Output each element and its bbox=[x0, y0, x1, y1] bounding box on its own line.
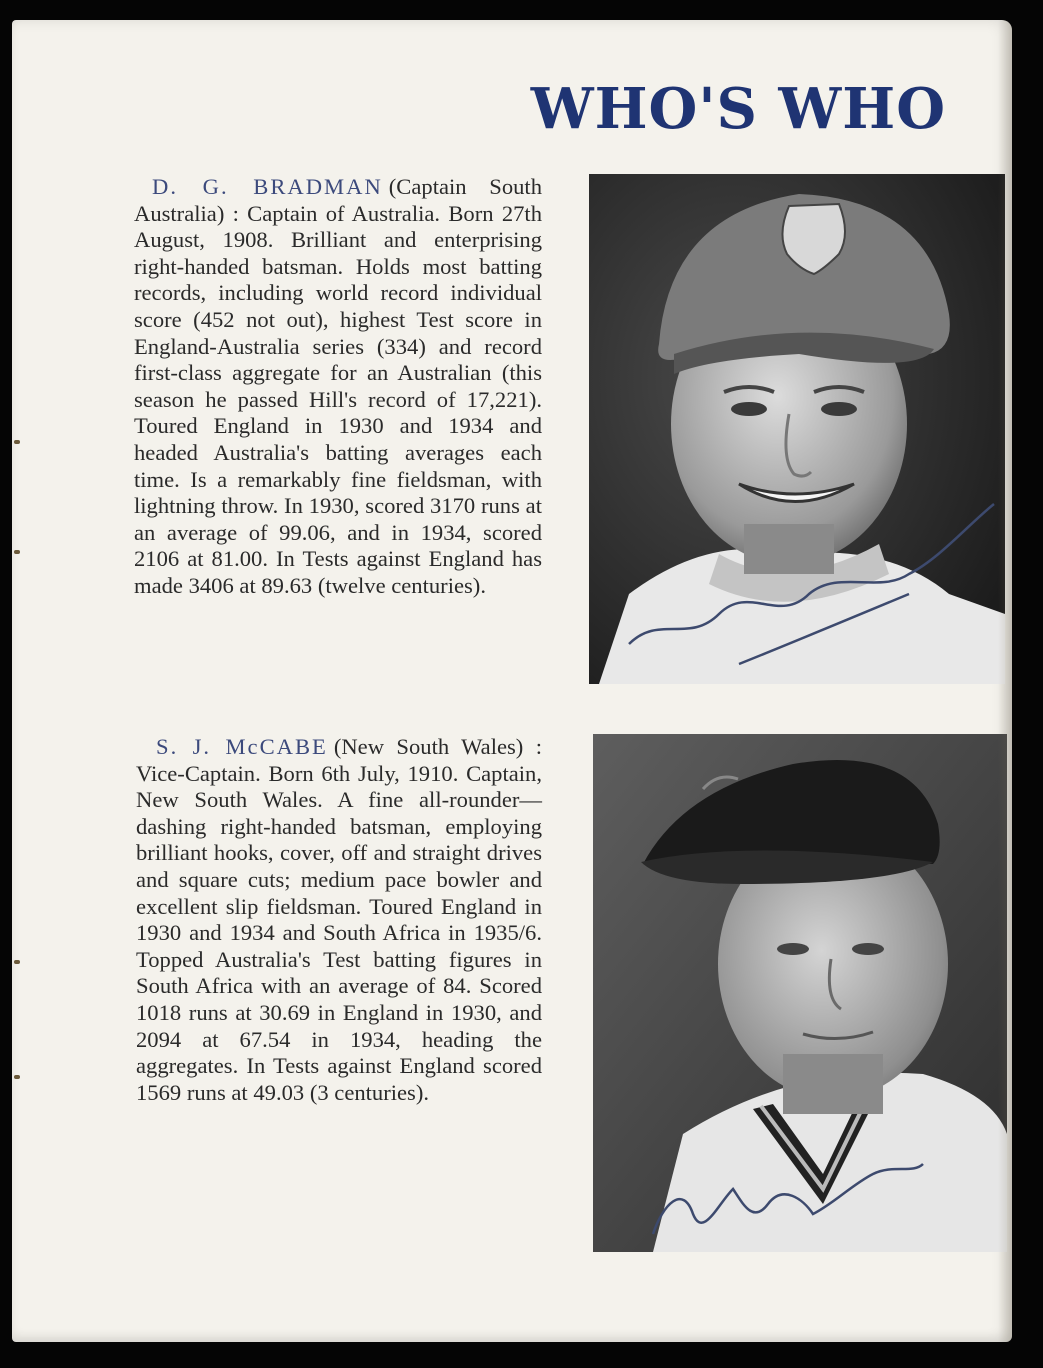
player-name: S. J. McCABE bbox=[156, 734, 328, 759]
player-photo-mccabe bbox=[593, 734, 1007, 1252]
staple-mark bbox=[14, 960, 20, 964]
page-title: WHO'S WHO bbox=[530, 76, 946, 142]
player-bio-text: (New South Wales) : Vice-Captain. Born 6th July, 1910. Captain, New South Wales. A fine all-rounder—dashing right-handed batsman, employing brilliant hooks, cover, off and straight drives and square cuts; medium pace bowler and excellent slip fieldsman. Toured England in 1930 and 1934 and South Africa in 1935/6. Topped Australia's Test batting figures in South Africa with an average of 84. Scored 1018 runs at 30.69 in England in 1930, and 2094 at 67.54 in 1934, heading the aggregates. In Tests against England scored 1569 runs at 49.03 (3 centuries). bbox=[136, 734, 543, 1105]
player-bio-mccabe bbox=[136, 734, 542, 1106]
staple-mark bbox=[14, 440, 20, 444]
player-bio-text: (Captain South Australia) : Captain of Australia. Born 27th August, 1908. Brilliant and enterprising right-handed batsman. Holds most batting records, including world record individual score (452 not out), highest Test score in England-Australia series (334) and record first-class aggregate for an Australian (this season he passed Hill's record of 17,221). Toured England in 1930 and 1934 and headed Australia's batting averages each time. Is a remarkably fine fieldsman, with lightning throw. In 1930, scored 3170 runs at an average of 99.06, and in 1934, scored 2106 at 81.00. In Tests against England has made 3406 at 89.63 (twelve centuries). bbox=[134, 174, 542, 598]
staple-mark bbox=[14, 550, 20, 554]
staple-mark bbox=[14, 1075, 20, 1079]
player-bio-bradman bbox=[134, 174, 542, 600]
player-name: D. G. BRADMAN bbox=[152, 174, 383, 199]
player-photo-bradman bbox=[589, 174, 1005, 684]
programme-page bbox=[12, 20, 1012, 1342]
